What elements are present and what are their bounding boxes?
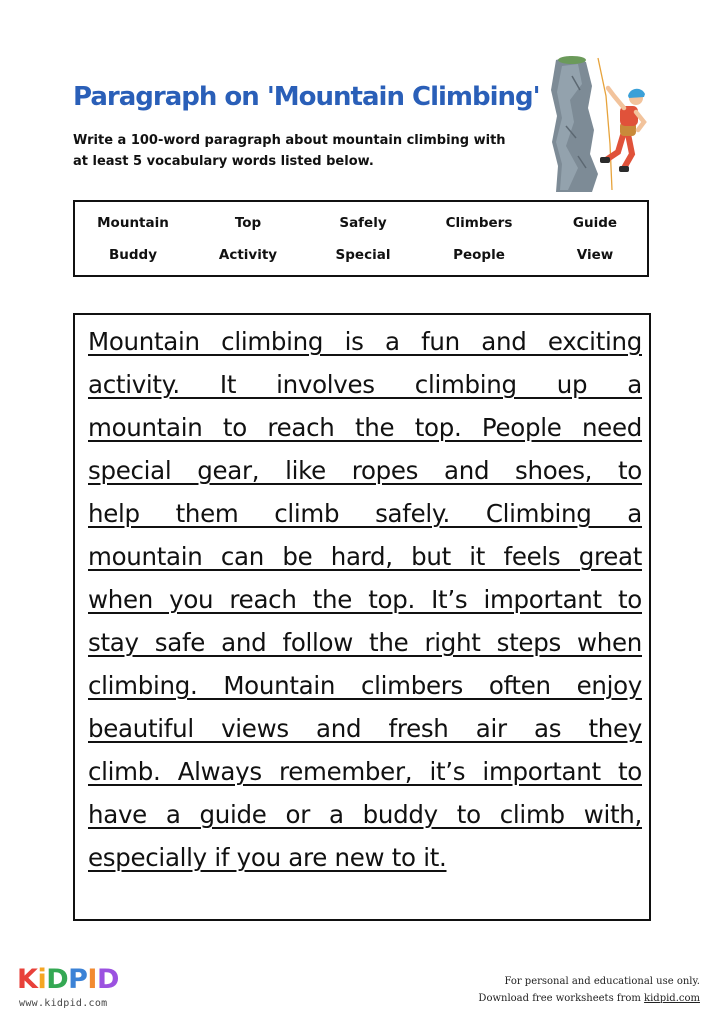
- vocab-word: Safely: [339, 215, 387, 231]
- paragraph-line: mountain to reach the top. People need: [88, 413, 642, 442]
- paragraph-line: stay safe and follow the right steps when: [88, 628, 642, 657]
- paragraph-line: special gear, like ropes and shoes, to: [88, 456, 642, 485]
- paragraph-line: when you reach the top. It’s important to: [88, 585, 642, 614]
- worksheet-title: Paragraph on 'Mountain Climbing': [73, 82, 540, 112]
- logo-letter: i: [37, 963, 47, 995]
- vocab-word: People: [453, 247, 505, 263]
- logo-letter: I: [87, 963, 97, 995]
- vocab-word: Buddy: [108, 247, 158, 263]
- vocabulary-box: [73, 200, 649, 277]
- vocab-word: Special: [335, 247, 391, 263]
- footer-note: [478, 973, 700, 1007]
- footer-note-prefix: Download free worksheets from: [478, 993, 645, 1004]
- vocab-word: Climbers: [445, 215, 513, 231]
- paragraph-line: Mountain climbing is a fun and exciting: [88, 327, 642, 356]
- paragraph-line: climb. Always remember, it’s important to: [88, 757, 642, 786]
- logo-letter: D: [96, 963, 119, 995]
- instructions-line-1: Write a 100-word paragraph about mountain climbing with: [73, 133, 506, 148]
- paragraph-box: [73, 313, 651, 921]
- paragraph-line: beautiful views and fresh air as they: [88, 714, 642, 743]
- logo-url[interactable]: www.kidpid.com: [19, 998, 108, 1009]
- vocab-word: Activity: [218, 247, 278, 263]
- vocab-word: Top: [234, 215, 262, 231]
- vocab-word: Mountain: [97, 215, 169, 231]
- paragraph-line: help them climb safely. Climbing a: [88, 499, 642, 528]
- paragraph-line: climbing. Mountain climbers often enjoy: [88, 671, 642, 700]
- logo-letter: D: [46, 963, 69, 995]
- instructions: [73, 130, 513, 172]
- kidpid-logo[interactable]: [17, 964, 119, 994]
- logo-letter: P: [68, 963, 88, 995]
- footer-link[interactable]: kidpid.com: [644, 993, 700, 1004]
- footer-note-line-2: [478, 990, 700, 1007]
- instructions-line-2: at least 5 vocabulary words listed below.: [73, 154, 374, 169]
- vocab-word: View: [576, 247, 614, 263]
- logo-letter: K: [17, 963, 38, 995]
- paragraph-line: have a guide or a buddy to climb with,: [88, 800, 642, 829]
- vocab-word: Guide: [572, 215, 618, 231]
- paragraph-line: especially if you are new to it.: [88, 843, 447, 872]
- paragraph-line: activity. It involves climbing up a: [88, 370, 642, 399]
- paragraph-line: mountain can be hard, but it feels great: [88, 542, 642, 571]
- footer-note-line-1: For personal and educational use only.: [504, 976, 700, 987]
- mountain-climber-illustration: [548, 56, 658, 192]
